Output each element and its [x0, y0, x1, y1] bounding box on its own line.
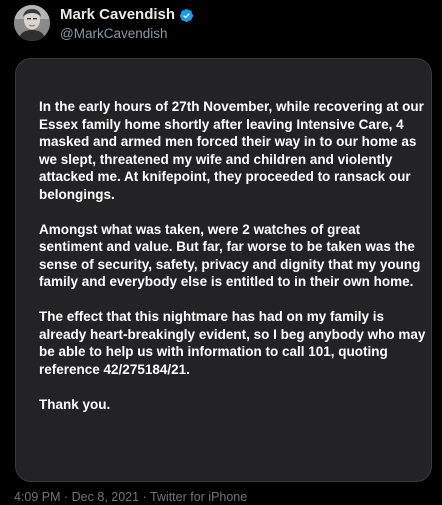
statement-paragraph-2: Amongst what was taken, were 2 watches of great sentiment and value. But far, far worse to be taken was the sense of security, safety, privacy and dignity that my young family and everybody else is entitled to in their own home.	[39, 221, 421, 289]
statement-paragraph-1: In the early hours of 27th November, while recovering at our Essex family home shortly after leaving Intensive Care, 4 masked and armed men forced their way in to our home as we slept, threatened my wife and children and violently attacked me. At knifepoint, they proceeded to ransack our belongings.	[39, 99, 424, 202]
tweet-header	[0, 0, 442, 56]
statement-paragraph-3: The effect that this nightmare has had on my family is already heart-breakingly evident, so I beg anybody who may be able to help us with information to call 101, quoting reference 42/275184/21.	[39, 309, 426, 377]
tweet-image-statement[interactable]	[15, 58, 432, 482]
statement-paragraph-4: Thank you.	[39, 396, 111, 412]
avatar-photo-icon	[14, 5, 50, 41]
author-name[interactable]: Mark Cavendish	[60, 6, 176, 23]
verified-badge-icon	[179, 8, 194, 23]
tweet-timestamp-source[interactable]: 4:09 PM · Dec 8, 2021 · Twitter for iPhone	[14, 490, 248, 504]
statement-text	[39, 98, 427, 431]
author-name-row	[60, 6, 194, 24]
author-handle[interactable]: @MarkCavendish	[60, 26, 168, 41]
avatar[interactable]	[14, 5, 50, 41]
